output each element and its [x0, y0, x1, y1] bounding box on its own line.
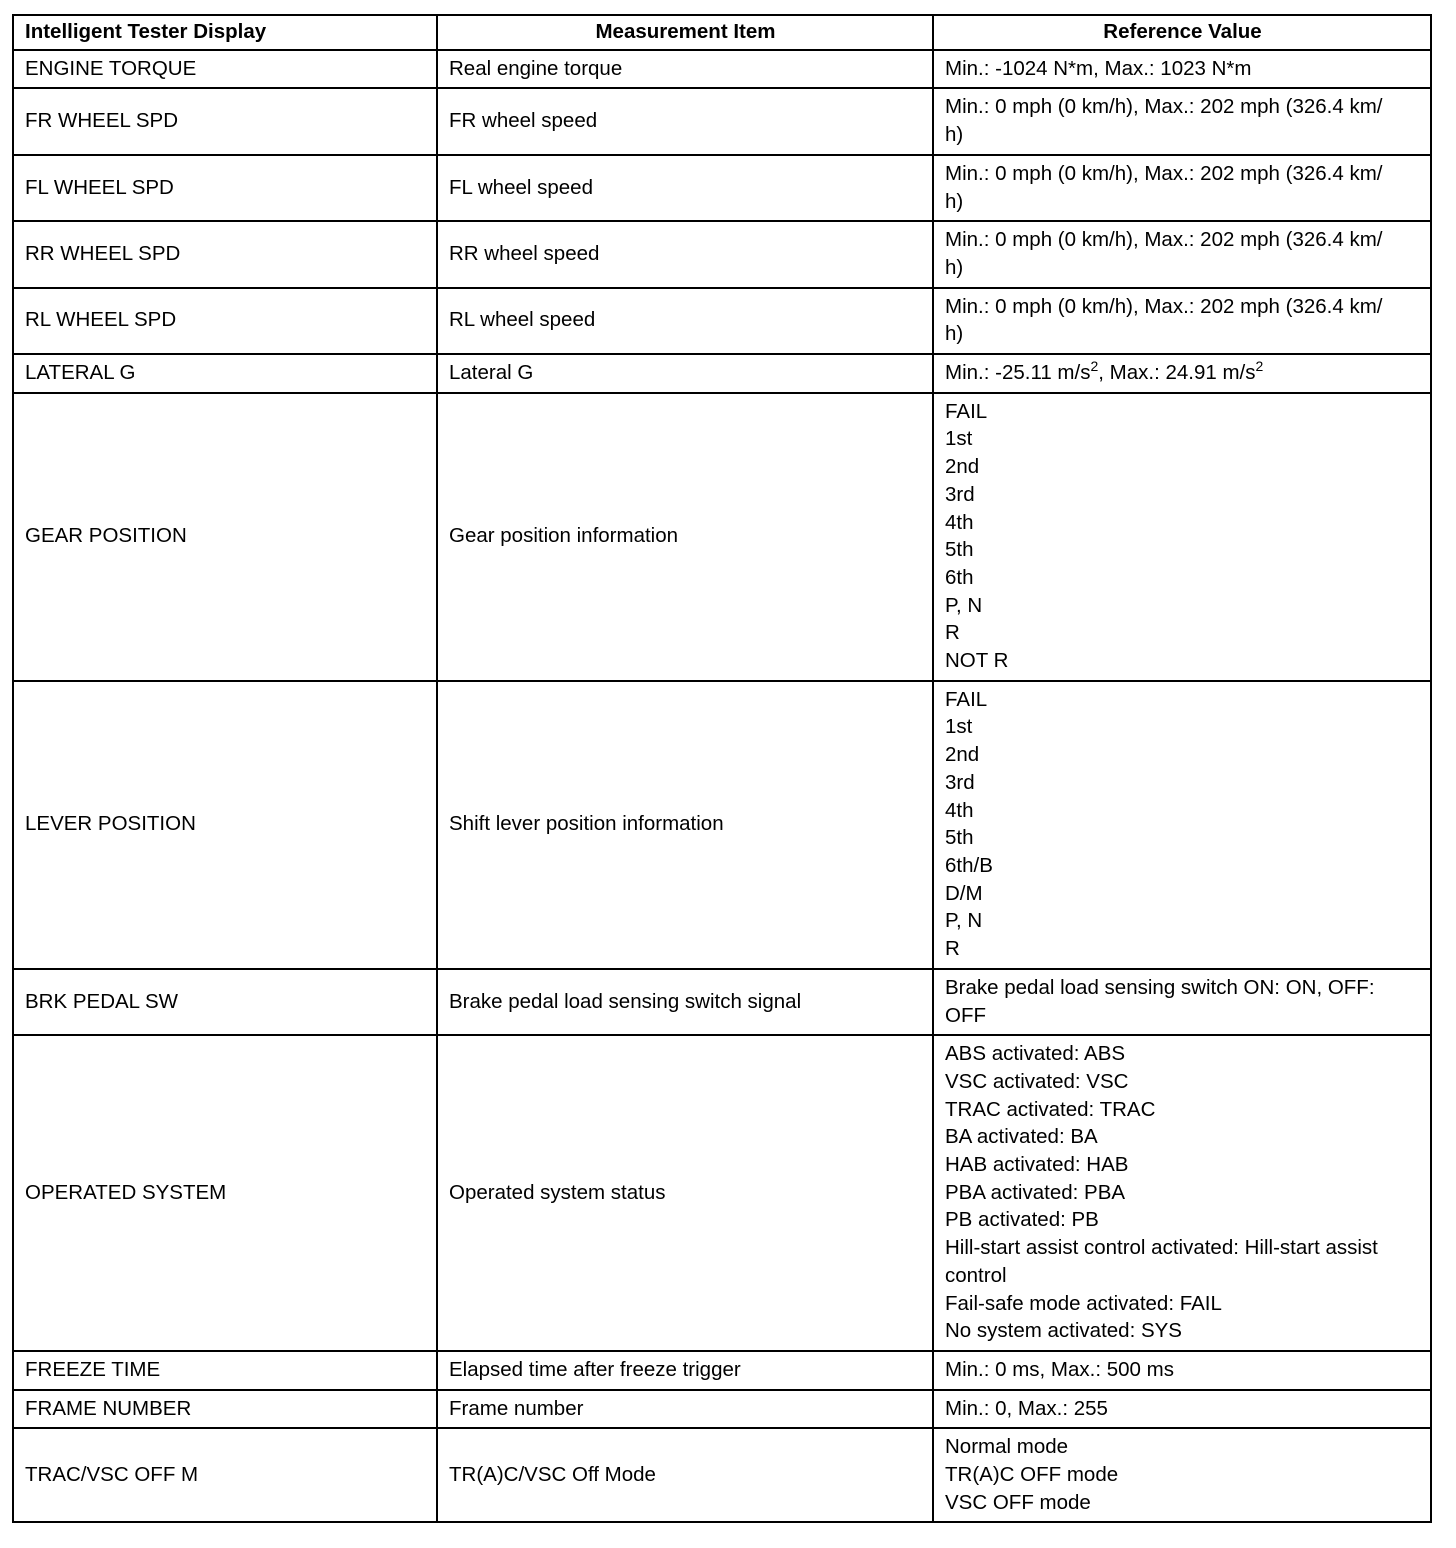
header-display: Intelligent Tester Display — [13, 15, 437, 50]
reference-value-line: Brake pedal load sensing switch ON: ON, OFF: — [945, 975, 1375, 999]
reference-value-line: h) — [945, 322, 964, 346]
header-reference-value: Reference Value — [933, 15, 1431, 50]
table-row — [13, 50, 1431, 89]
table-row — [13, 354, 1431, 393]
reference-value-line: R — [945, 621, 960, 645]
measurement-item-cell: Brake pedal load sensing switch signal — [437, 969, 933, 1035]
measurement-item-cell: FR wheel speed — [437, 88, 933, 154]
reference-value-line: 3rd — [945, 482, 975, 506]
tester-display-cell: OPERATED SYSTEM — [13, 1035, 437, 1351]
measurement-item-cell: Frame number — [437, 1390, 933, 1429]
measurement-item-cell: Elapsed time after freeze trigger — [437, 1351, 933, 1390]
measurement-item-cell: Gear position information — [437, 393, 933, 681]
table-body — [13, 50, 1431, 1523]
reference-value-line: TRAC activated: TRAC — [945, 1097, 1156, 1121]
reference-value-line: TR(A)C OFF mode — [945, 1463, 1119, 1487]
reference-value-line: Min.: -1024 N*m, Max.: 1023 N*m — [945, 56, 1252, 80]
reference-value-line: VSC activated: VSC — [945, 1069, 1129, 1093]
reference-value-line: VSC OFF mode — [945, 1490, 1091, 1514]
reference-value-line: Min.: 0 ms, Max.: 500 ms — [945, 1357, 1174, 1381]
header-measurement-item: Measurement Item — [437, 15, 933, 50]
measurement-item-cell: RR wheel speed — [437, 221, 933, 287]
measurement-item-cell: RL wheel speed — [437, 288, 933, 354]
reference-value-line: Min.: 0 mph (0 km/h), Max.: 202 mph (326.4 km/ — [945, 161, 1383, 185]
reference-value-cell — [933, 1390, 1431, 1429]
reference-value-cell — [933, 1035, 1431, 1351]
reference-value-line: 5th — [945, 826, 974, 850]
reference-value-line: PBA activated: PBA — [945, 1180, 1126, 1204]
reference-value-line: h) — [945, 123, 964, 147]
reference-value-line: 6th — [945, 565, 974, 589]
tester-display-cell: LEVER POSITION — [13, 681, 437, 969]
reference-value-line: ABS activated: ABS — [945, 1042, 1126, 1066]
reference-value-line: Min.: 0 mph (0 km/h), Max.: 202 mph (326.4 km/ — [945, 228, 1383, 252]
reference-value-cell — [933, 1351, 1431, 1390]
reference-value-line: 4th — [945, 798, 974, 822]
measurement-item-cell: TR(A)C/VSC Off Mode — [437, 1428, 933, 1522]
tester-display-cell: FREEZE TIME — [13, 1351, 437, 1390]
reference-value-cell — [933, 354, 1431, 393]
table-row — [13, 969, 1431, 1035]
reference-value-line: h) — [945, 255, 964, 279]
reference-value-line: 4th — [945, 510, 974, 534]
table-row — [13, 1428, 1431, 1522]
measurement-item-cell: Operated system status — [437, 1035, 933, 1351]
table-row — [13, 1390, 1431, 1429]
tester-display-cell: RL WHEEL SPD — [13, 288, 437, 354]
reference-value-line: P, N — [945, 909, 983, 933]
tester-display-cell: TRAC/VSC OFF M — [13, 1428, 437, 1522]
reference-value-line: 2nd — [945, 743, 980, 767]
table-row — [13, 288, 1431, 354]
tester-display-cell: RR WHEEL SPD — [13, 221, 437, 287]
reference-value-cell — [933, 221, 1431, 287]
reference-value-line: PB activated: PB — [945, 1208, 1099, 1232]
tester-display-cell: LATERAL G — [13, 354, 437, 393]
table-row — [13, 1351, 1431, 1390]
measurement-item-cell: Lateral G — [437, 354, 933, 393]
reference-value-line: h) — [945, 189, 964, 213]
data-list-table — [12, 14, 1432, 1523]
table-row — [13, 88, 1431, 154]
reference-value-line: Normal mode — [945, 1435, 1069, 1459]
tester-display-cell: ENGINE TORQUE — [13, 50, 437, 89]
reference-value-cell — [933, 393, 1431, 681]
reference-value-line: 3rd — [945, 770, 975, 794]
table-row — [13, 681, 1431, 969]
reference-value-line: P, N — [945, 593, 983, 617]
reference-value-line: Min.: 0, Max.: 255 — [945, 1396, 1108, 1420]
reference-value-line: NOT R — [945, 649, 1009, 673]
reference-value-line: Hill-start assist control activated: Hill-start assist — [945, 1236, 1378, 1260]
tester-display-cell: FR WHEEL SPD — [13, 88, 437, 154]
reference-value-line: No system activated: SYS — [945, 1319, 1182, 1343]
reference-value-line: 2nd — [945, 455, 980, 479]
table-row — [13, 393, 1431, 681]
reference-value-line: FAIL — [945, 399, 988, 423]
reference-value-cell — [933, 88, 1431, 154]
reference-value-line: 1st — [945, 427, 973, 451]
reference-value-line: Min.: 0 mph (0 km/h), Max.: 202 mph (326.4 km/ — [945, 294, 1383, 318]
tester-display-cell: FRAME NUMBER — [13, 1390, 437, 1429]
measurement-item-cell: Real engine torque — [437, 50, 933, 89]
reference-value-cell — [933, 1428, 1431, 1522]
reference-value-line: 6th/B — [945, 853, 993, 877]
reference-value-cell — [933, 969, 1431, 1035]
reference-value-line: control — [945, 1263, 1007, 1287]
reference-value-cell — [933, 288, 1431, 354]
measurement-item-cell: FL wheel speed — [437, 155, 933, 221]
reference-value-cell — [933, 155, 1431, 221]
reference-value-cell — [933, 50, 1431, 89]
reference-value-line: Fail-safe mode activated: FAIL — [945, 1291, 1222, 1315]
tester-display-cell: FL WHEEL SPD — [13, 155, 437, 221]
tester-display-cell: BRK PEDAL SW — [13, 969, 437, 1035]
table-row — [13, 1035, 1431, 1351]
tester-display-cell: GEAR POSITION — [13, 393, 437, 681]
reference-value-cell — [933, 681, 1431, 969]
measurement-item-cell: Shift lever position information — [437, 681, 933, 969]
reference-value-line: HAB activated: HAB — [945, 1153, 1129, 1177]
reference-value-line: R — [945, 937, 960, 961]
reference-value-line: Min.: 0 mph (0 km/h), Max.: 202 mph (326.4 km/ — [945, 95, 1383, 119]
table-row — [13, 221, 1431, 287]
reference-value-line: 5th — [945, 538, 974, 562]
reference-value-line: BA activated: BA — [945, 1125, 1098, 1149]
reference-value-line: FAIL — [945, 687, 988, 711]
header-row — [13, 15, 1431, 50]
reference-value-line: D/M — [945, 881, 983, 905]
table-row — [13, 155, 1431, 221]
reference-value-line: Min.: -25.11 $m/s^2$, Max.: 24.91 $m/s^2$ — [945, 358, 1264, 385]
reference-value-line: 1st — [945, 715, 973, 739]
reference-value-line: OFF — [945, 1003, 986, 1027]
